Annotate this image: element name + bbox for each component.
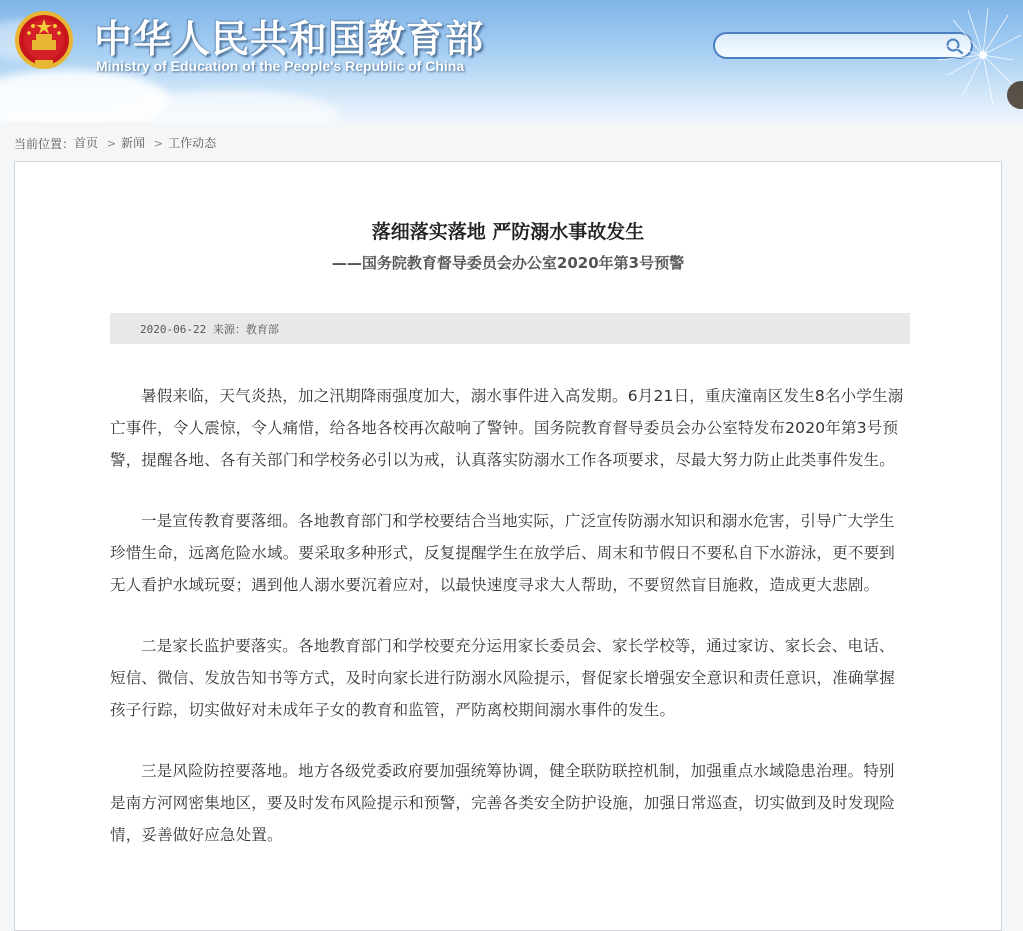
dandelion-decoration-icon [913,0,1023,122]
article-meta-bar [110,313,910,344]
article-panel [14,161,1002,931]
article-paragraph: 一是宣传教育要落细。各地教育部门和学校要结合当地实际，广泛宣传防溺水知识和溺水危害，引导广大学生珍惜生命，远离危险水域。要采取多种形式，反复提醒学生在放学后、周末和节假日不要私自下水游泳，更不要到无人看护水域玩耍；遇到他人溺水要沉着应对，以最快速度寻求大人帮助，不要贸然盲目施救，造成更大悲剧。 [110,512,896,594]
article-subtitle: ——国务院教育督导委员会办公室2020年第3号预警 [331,254,685,272]
site-header [0,0,1023,122]
site-title[interactable]: 中华人民共和国教育部 [94,17,485,61]
article-paragraph: 二是家长监护要落实。各地教育部门和学校要充分运用家长委员会、家长学校等，通过家访、家长会、电话、短信、微信、发放告知书等方式，及时向家长进行防溺水风险提示，督促家长增强安全意识和责任意识，准确掌握孩子行踪，切实做好对未成年子女的教育和监管，严防离校期间溺水事件的发生。 [110,637,896,719]
chevron-right-icon: > [153,137,164,150]
article-title: 落细落实落地 严防溺水事故发生 [371,221,645,243]
breadcrumb-work-news-link[interactable]: 工作动态 [168,136,217,150]
breadcrumb-home-link[interactable]: 首页 [74,136,99,150]
article-meta: 2020-06-22 来源：教育部 [140,323,279,336]
search-input[interactable] [727,37,941,57]
breadcrumb-news-link[interactable]: 新闻 [121,136,146,150]
breadcrumb [14,134,216,152]
breadcrumb-prefix: 当前位置： [14,137,75,151]
site-subtitle: Ministry of Education of the People's Republic of China [96,58,465,74]
national-emblem-icon[interactable] [15,10,73,70]
article-paragraph: 三是风险防控要落地。地方各级党委政府要加强统筹协调，健全联防联控机制，加强重点水域隐患治理。特别是南方河网密集地区，要及时发布风险提示和预警，完善各类安全防护设施，加强日常巡查，切实做到及时发现险情，妥善做好应急处置。 [110,762,896,844]
article-paragraph: 暑假来临，天气炎热，加之汛期降雨强度加大，溺水事件进入高发期。6月21日，重庆潼南区发生8名小学生溺亡事件，令人震惊，令人痛惜，给各地各校再次敲响了警钟。国务院教育督导委员会办公室特发布2020年第3号预警，提醒各地、各有关部门和学校务必引以为戒，认真落实防溺水工作各项要求，尽最大努力防止此类事件发生。 [110,387,904,469]
article-content [110,380,910,880]
chevron-right-icon: > [106,137,117,150]
